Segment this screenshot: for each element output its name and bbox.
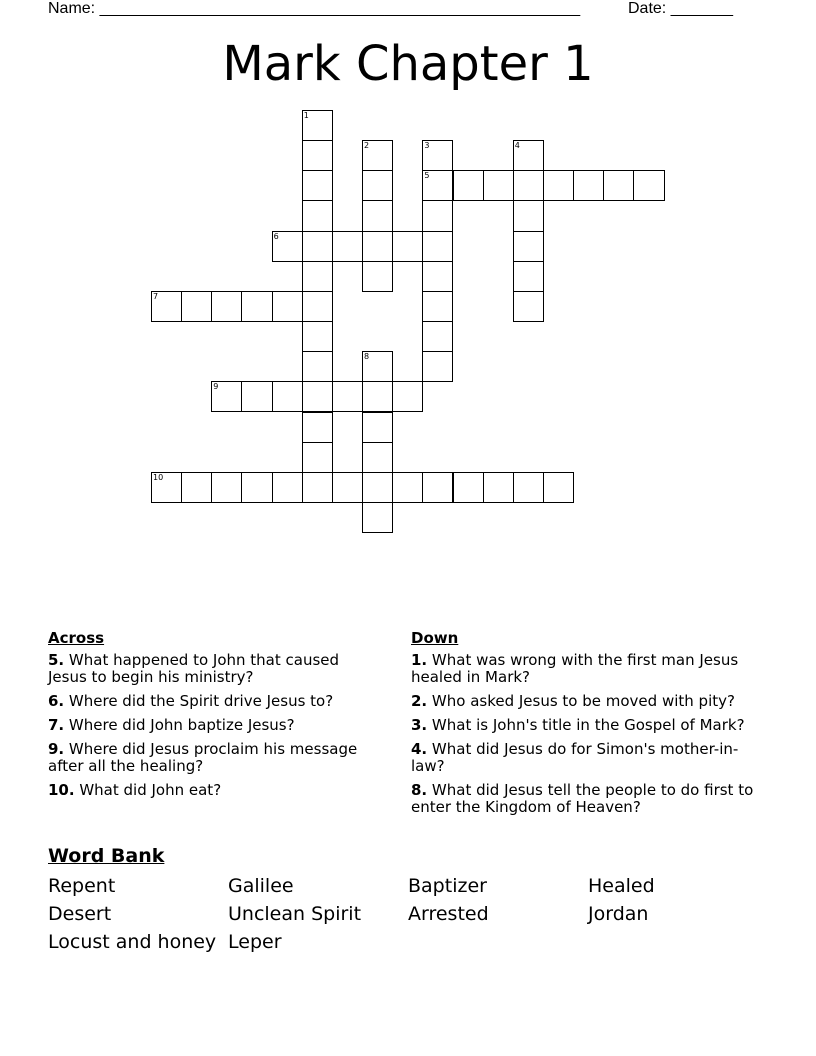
grid-cell[interactable] — [181, 472, 212, 503]
clue-text: Who asked Jesus to be moved with pity? — [427, 692, 735, 710]
grid-cell[interactable] — [241, 291, 272, 322]
grid-cell[interactable] — [362, 412, 393, 443]
grid-cell[interactable] — [362, 231, 393, 262]
grid-cell[interactable] — [362, 472, 393, 503]
grid-cell[interactable] — [332, 472, 363, 503]
grid-cell[interactable] — [302, 200, 333, 231]
clue-number: 2. — [411, 692, 428, 710]
grid-cell[interactable] — [392, 231, 423, 262]
grid-cell[interactable] — [603, 170, 634, 201]
word-bank-item: Healed — [588, 875, 655, 897]
clue-down-3 — [411, 717, 761, 734]
clue-number: 4. — [411, 740, 428, 758]
word-bank-item: Jordan — [588, 903, 649, 925]
grid-cell[interactable] — [302, 412, 333, 443]
grid-cell[interactable] — [513, 170, 544, 201]
word-bank-item: Locust and honey — [48, 931, 217, 953]
grid-cell[interactable] — [422, 170, 453, 201]
grid-cell[interactable] — [241, 381, 272, 412]
clue-down-1 — [411, 652, 761, 686]
grid-cell[interactable] — [211, 472, 242, 503]
word-bank-item: Repent — [48, 875, 116, 897]
grid-cell[interactable] — [513, 200, 544, 231]
across-clues — [48, 630, 378, 806]
word-bank-item: Leper — [228, 931, 282, 953]
grid-number: 6 — [273, 231, 279, 241]
clue-number: 6. — [48, 692, 65, 710]
grid-cell[interactable] — [513, 140, 544, 171]
clue-number: 9. — [48, 740, 65, 758]
grid-number: 8 — [364, 352, 370, 362]
clue-down-4 — [411, 741, 761, 775]
clue-text: What did Jesus tell the people to do first to enter the Kingdom of Heaven? — [411, 781, 754, 816]
grid-cell[interactable] — [302, 321, 333, 352]
clue-down-2 — [411, 693, 761, 710]
grid-number: 2 — [364, 141, 370, 151]
grid-cell[interactable] — [483, 170, 514, 201]
word-bank-item: Galilee — [228, 875, 294, 897]
grid-cell[interactable] — [633, 170, 664, 201]
grid-cell[interactable] — [362, 170, 393, 201]
clue-across-6 — [48, 693, 378, 710]
grid-number: 7 — [153, 291, 159, 301]
grid-cell[interactable] — [513, 472, 544, 503]
grid-cell[interactable] — [422, 472, 453, 503]
grid-cell[interactable] — [362, 442, 393, 473]
word-bank-item: Baptizer — [408, 875, 487, 897]
grid-cell[interactable] — [453, 472, 484, 503]
grid-cell[interactable] — [302, 110, 333, 141]
grid-cell[interactable] — [362, 381, 393, 412]
grid-cell[interactable] — [573, 170, 604, 201]
grid-cell[interactable] — [181, 291, 212, 322]
grid-cell[interactable] — [332, 381, 363, 412]
clue-number: 1. — [411, 651, 428, 669]
grid-cell[interactable] — [543, 472, 574, 503]
grid-cell[interactable] — [422, 321, 453, 352]
clue-text: Where did the Spirit drive Jesus to? — [64, 692, 334, 710]
clue-number: 5. — [48, 651, 65, 669]
grid-cell[interactable] — [302, 381, 333, 412]
clue-text: What did Jesus do for Simon's mother-in-law? — [411, 740, 739, 775]
grid-number: 1 — [303, 111, 309, 120]
down-clues — [411, 630, 761, 823]
clue-text: What happened to John that caused Jesus to begin his ministry? — [48, 651, 340, 686]
clue-across-7 — [48, 717, 378, 734]
grid-cell[interactable] — [272, 231, 303, 262]
grid-cell[interactable] — [272, 472, 303, 503]
clue-number: 3. — [411, 716, 428, 734]
grid-cell[interactable] — [392, 472, 423, 503]
grid-cell[interactable] — [422, 200, 453, 231]
grid-cell[interactable] — [362, 200, 393, 231]
clue-number: 8. — [411, 781, 428, 799]
grid-cell[interactable] — [302, 351, 333, 382]
grid-cell[interactable] — [362, 502, 393, 533]
date-field[interactable]: Date: _______ — [628, 0, 733, 17]
grid-cell[interactable] — [483, 472, 514, 503]
grid-cell[interactable] — [422, 291, 453, 322]
name-field[interactable]: Name: ______________________________________________________ — [48, 0, 581, 17]
grid-number: 4 — [514, 141, 520, 151]
page-title: Mark Chapter 1 — [222, 36, 594, 92]
grid-number: 3 — [424, 141, 430, 151]
grid-cell[interactable] — [211, 291, 242, 322]
grid-cell[interactable] — [422, 231, 453, 262]
down-heading: Down — [411, 629, 459, 647]
clue-text: What is John's title in the Gospel of Mark? — [427, 716, 745, 734]
clue-across-5 — [48, 652, 378, 686]
grid-cell[interactable] — [302, 261, 333, 292]
grid-cell[interactable] — [151, 291, 182, 322]
across-heading: Across — [48, 629, 105, 647]
word-bank-item: Unclean Spirit — [228, 903, 362, 925]
grid-cell[interactable] — [211, 381, 242, 412]
word-bank-heading: Word Bank — [48, 845, 165, 867]
grid-cell[interactable] — [362, 351, 393, 382]
grid-cell[interactable] — [513, 231, 544, 262]
grid-cell[interactable] — [302, 472, 333, 503]
grid-cell[interactable] — [151, 472, 182, 503]
grid-number: 9 — [213, 382, 219, 392]
grid-cell[interactable] — [272, 381, 303, 412]
clue-text: What did John eat? — [74, 781, 222, 799]
grid-cell[interactable] — [332, 231, 363, 262]
grid-cell[interactable] — [543, 170, 574, 201]
grid-cell[interactable] — [513, 261, 544, 292]
clue-down-8 — [411, 782, 761, 816]
grid-cell[interactable] — [302, 170, 333, 201]
grid-cell[interactable] — [453, 170, 484, 201]
grid-cell[interactable] — [362, 140, 393, 171]
grid-number: 5 — [424, 171, 430, 181]
grid-cell[interactable] — [392, 381, 423, 412]
grid-cell[interactable] — [422, 351, 453, 382]
grid-cell[interactable] — [302, 442, 333, 473]
grid-cell[interactable] — [422, 261, 453, 292]
clue-across-10 — [48, 782, 378, 799]
grid-cell[interactable] — [513, 291, 544, 322]
clue-text: Where did Jesus proclaim his message after all the healing? — [48, 740, 358, 775]
grid-cell[interactable] — [302, 231, 333, 262]
grid-cell[interactable] — [362, 261, 393, 292]
word-bank-item: Desert — [48, 903, 112, 925]
clue-text: Where did John baptize Jesus? — [64, 716, 295, 734]
clue-across-9 — [48, 741, 378, 775]
clue-number: 10. — [48, 781, 75, 799]
clue-number: 7. — [48, 716, 65, 734]
grid-cell[interactable] — [272, 291, 303, 322]
grid-number: 10 — [153, 472, 164, 482]
clue-text: What was wrong with the first man Jesus healed in Mark? — [411, 651, 739, 686]
word-bank-item: Arrested — [408, 903, 489, 925]
grid-cell[interactable] — [302, 140, 333, 171]
grid-cell[interactable] — [302, 291, 333, 322]
grid-cell[interactable] — [241, 472, 272, 503]
grid-cell[interactable] — [422, 140, 453, 171]
